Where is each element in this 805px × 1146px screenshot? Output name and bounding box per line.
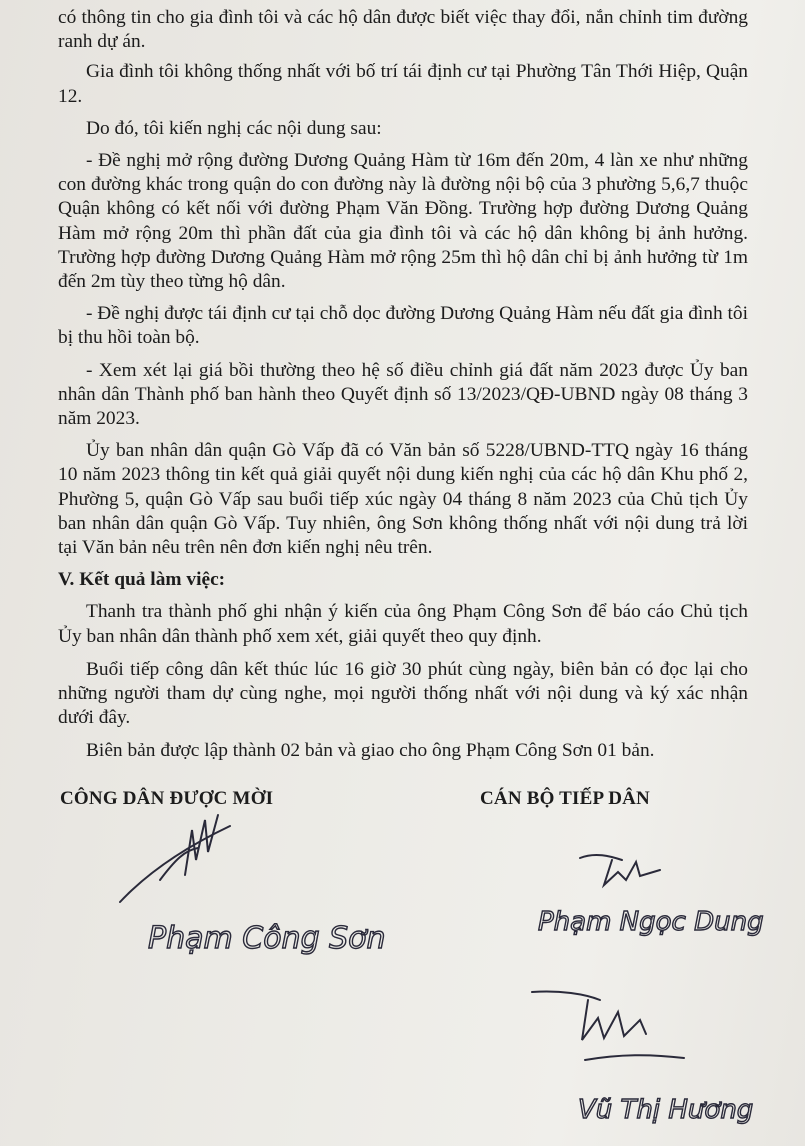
paragraph-4: - Đề nghị mở rộng đường Dương Quảng Hàm từ 16m đến 20m, 4 làn xe như những con đường khác trong quận do con đường này là đường nội bộ của 3 phường 5,6,7 thuộc Quận không có kết nối với đường Phạm Văn Đồng. Trường hợp đường Dương Quảng Hàm mở rộng 20m thì phần đất của gia đình tôi và các hộ dân không bị ảnh hưởng. Trường hợp đường Dương Quảng Hàm mở rộng 25m thì hộ dân chỉ bị ảnh hưởng từ 1m đến 2m tùy theo từng hộ dân.: [58, 150, 748, 293]
paragraph-6: - Xem xét lại giá bồi thường theo hệ số điều chỉnh giá đất năm 2023 được Ủy ban nhân dân Thành phố ban hành theo Quyết định số 13/2023/QĐ-UBND ngày 08 tháng 3 năm 2023.: [58, 359, 748, 430]
officer-signature-title: CÁN BỘ TIẾP DÂN: [480, 788, 650, 809]
citizen-signature-title: CÔNG DÂN ĐƯỢC MỜI: [60, 788, 274, 809]
officer-handwritten-name-2: Vũ Thị Hương: [578, 1095, 754, 1125]
citizen-handwritten-name: Phạm Công Sơn: [148, 921, 386, 956]
paragraph-1: có thông tin cho gia đình tôi và các hộ dân được biết việc thay đổi, nắn chỉnh tim đường ranh dự án.: [58, 7, 748, 53]
citizen-signature-mark: [120, 815, 230, 902]
result-paragraph-2: Buổi tiếp công dân kết thúc lúc 16 giờ 30 phút cùng ngày, biên bản có đọc lại cho những người tham dự cùng nghe, mọi người thống nhất với nội dung và ký xác nhận dưới đây.: [58, 658, 748, 729]
officer-signature-mark-1: [580, 855, 660, 885]
paragraph-7: Ủy ban nhân dân quận Gò Vấp đã có Văn bản số 5228/UBND-TTQ ngày 16 tháng 10 năm 2023 thông tin kết quả giải quyết nội dung kiến nghị của các hộ dân Khu phố 2, Phường 5, quận Gò Vấp sau buổi tiếp xúc ngày 04 tháng 8 năm 2023 của Chủ tịch Ủy ban nhân dân quận Gò Vấp. Tuy nhiên, ông Sơn không thống nhất với nội dung trả lời tại Văn bản nêu trên nên đơn kiến nghị nêu trên.: [58, 440, 748, 559]
paragraph-3: Do đó, tôi kiến nghị các nội dung sau:: [86, 117, 382, 139]
paragraph-2: Gia đình tôi không thống nhất với bố trí tái định cư tại Phường Tân Thới Hiệp, Quận 12.: [58, 61, 748, 107]
paragraph-5: - Đề nghị được tái định cư tại chỗ dọc đường Dương Quảng Hàm nếu đất gia đình tôi bị thu hồi toàn bộ.: [58, 303, 748, 349]
result-paragraph-1: Thanh tra thành phố ghi nhận ý kiến của ông Phạm Công Sơn để báo cáo Chủ tịch Ủy ban nhân dân thành phố xem xét, giải quyết theo quy định.: [58, 601, 748, 647]
section-heading: V. Kết quả làm việc:: [58, 569, 226, 591]
result-paragraph-3: Biên bản được lập thành 02 bản và giao cho ông Phạm Công Sơn 01 bản.: [86, 740, 655, 762]
officer-signature-mark-2: [532, 991, 684, 1060]
officer-handwritten-name-1: Phạm Ngọc Dung: [538, 907, 764, 937]
